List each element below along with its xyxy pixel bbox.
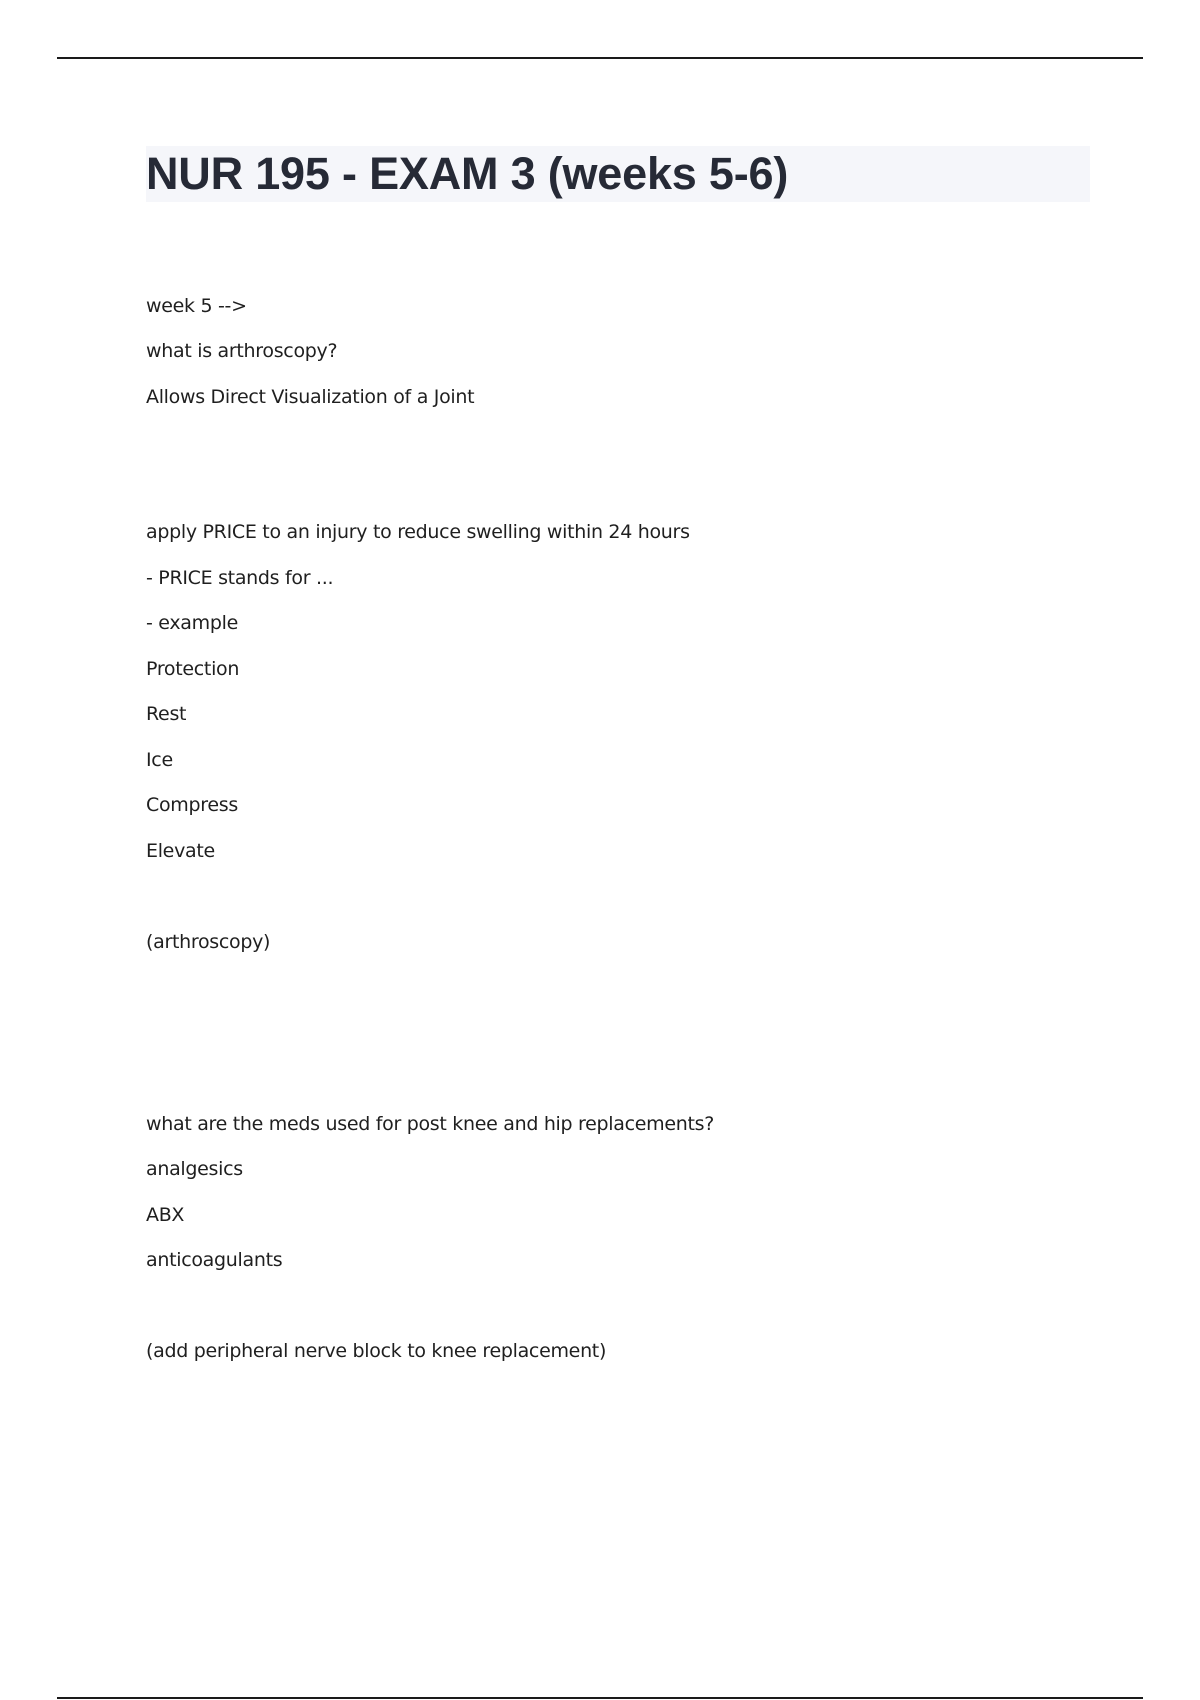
text-line-anticoagulants: anticoagulants — [146, 1249, 283, 1271]
text-line-abx: ABX — [146, 1204, 185, 1226]
text-line-answer-arthroscopy: Allows Direct Visualization of a Joint — [146, 386, 475, 408]
page-title: NUR 195 - EXAM 3 (weeks 5-6) — [146, 148, 789, 199]
text-line-nerve-block-note: (add peripheral nerve block to knee replacement) — [146, 1340, 607, 1362]
text-line-meds-question: what are the meds used for post knee and hip replacements? — [146, 1113, 715, 1135]
text-line-protection: Protection — [146, 658, 240, 680]
text-line-analgesics: analgesics — [146, 1158, 243, 1180]
text-line-elevate: Elevate — [146, 840, 215, 862]
top-divider — [57, 57, 1143, 59]
text-line-week-5: week 5 --> — [146, 295, 247, 317]
text-line-arthroscopy-note: (arthroscopy) — [146, 931, 271, 953]
text-line-question-arthroscopy: what is arthroscopy? — [146, 340, 338, 362]
text-line-price-example: - example — [146, 612, 238, 634]
bottom-divider — [57, 1697, 1143, 1699]
text-line-price-question: apply PRICE to an injury to reduce swelling within 24 hours — [146, 521, 690, 543]
text-line-price-stands-for: - PRICE stands for ... — [146, 567, 334, 589]
text-line-compress: Compress — [146, 794, 238, 816]
text-line-rest: Rest — [146, 703, 187, 725]
text-line-ice: Ice — [146, 749, 173, 771]
